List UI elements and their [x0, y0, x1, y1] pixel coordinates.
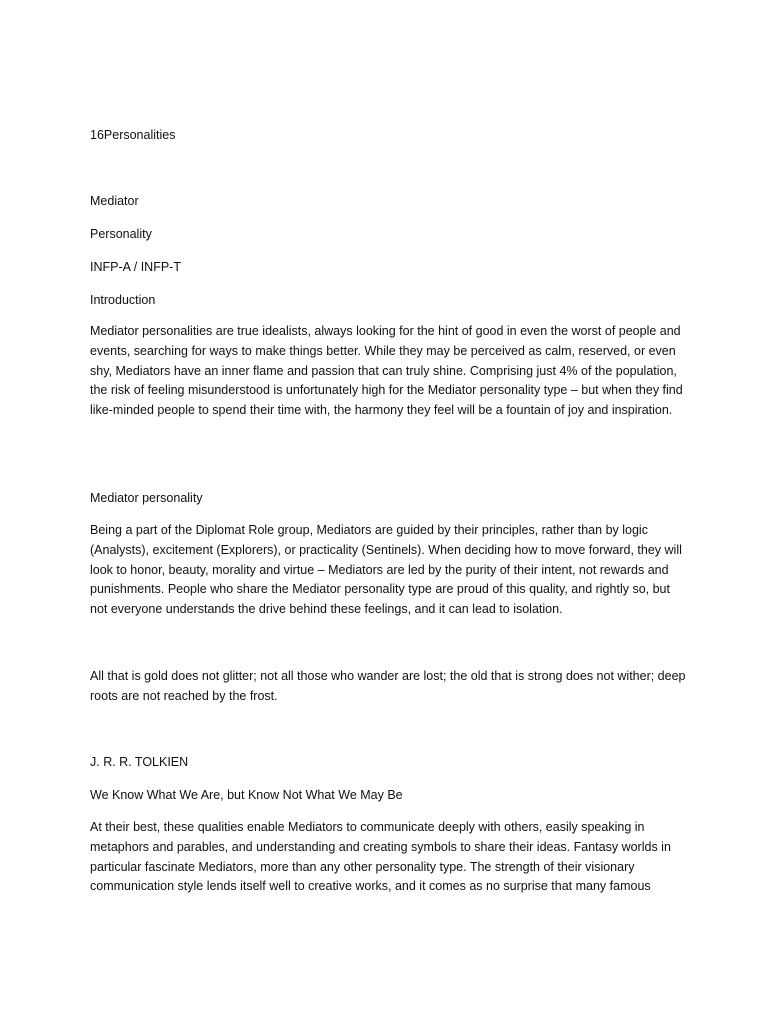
type-label: Personality — [90, 227, 152, 241]
quote-text: All that is gold does not glitter; not all those who wander are lost; the old that is strong does not wither; deep roots are not reached by the frost. — [90, 669, 686, 703]
type-name: Mediator — [90, 194, 139, 208]
section-heading-know: We Know What We Are, but Know Not What We May Be — [90, 788, 403, 802]
section-heading-mediator-personality: Mediator personality — [90, 491, 203, 505]
section-heading-introduction: Introduction — [90, 293, 156, 307]
intro-paragraph: Mediator personalities are true idealists, always looking for the hint of good in even the worst of people and events, searching for ways to make things better. While they may be perceived as calm, reserved, or even shy, Mediators have an inner flame and passion that can truly shine. Comprising just 4% of the population, the risk of feeling misunderstood is unfortunately high for the Mediator personality type – but when they find like-minded people to spend their time with, the harmony they feel will be a fountain of joy and inspiration. — [90, 324, 683, 418]
personality-paragraph: Being a part of the Diplomat Role group, Mediators are guided by their principles, rather than by logic (Analysts), excitement (Explorers), or practicality (Sentinels). When deciding how to move forward, they will look to honor, beauty, morality and virtue – Mediators are led by the purity of their intent, not rewards and punishments. People who share the Mediator personality type are proud of this quality, and rightly so, but not everyone understands the drive behind these feelings, and it can lead to isolation. — [90, 523, 682, 617]
quote-author: J. R. R. TOLKIEN — [90, 755, 189, 769]
know-paragraph: At their best, these qualities enable Mediators to communicate deeply with others, easily speaking in metaphors and parables, and understanding and creating symbols to share their ideas. Fantasy worlds in particular fascinate Mediators, more than any other personality type. The strength of their visionary communication style lends itself well to creative works, and it comes as no surprise that many famous — [90, 820, 671, 894]
site-name: 16Personalities — [90, 128, 176, 142]
type-code: INFP-A / INFP-T — [90, 260, 181, 274]
